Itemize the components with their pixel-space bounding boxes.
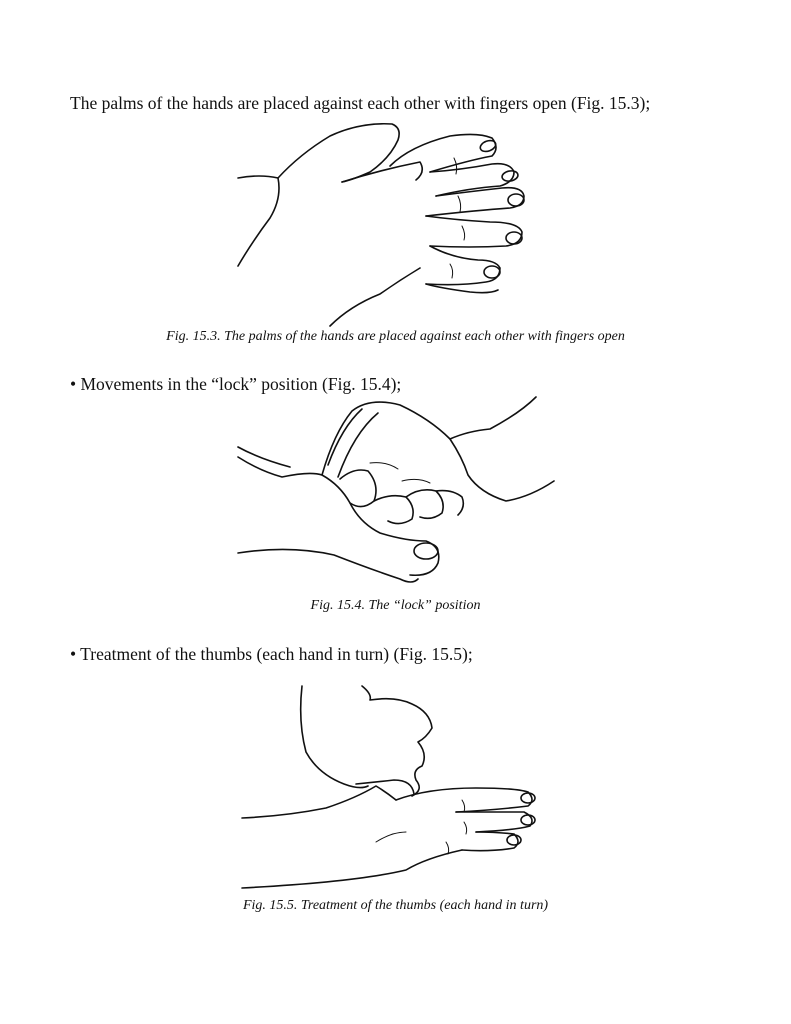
figure-15-4-illustration	[230, 393, 560, 593]
bullet-lock-position: • Movements in the “lock” position (Fig. 15.4);	[70, 374, 402, 394]
figure-15-5-illustration	[236, 682, 546, 892]
figure-15-5-caption: Fig. 15.5. Treatment of the thumbs (each hand in turn)	[242, 898, 549, 913]
figure-15-4-caption: Fig. 15.4. The “lock” position	[310, 598, 481, 613]
bullet-thumb-treatment: • Treatment of the thumbs (each hand in turn) (Fig. 15.5);	[70, 644, 473, 664]
paragraph-palms-together: The palms of the hands are placed against each other with fingers open (Fig. 15.3);	[70, 93, 651, 113]
figure-15-3-caption: Fig. 15.3. The palms of the hands are placed against each other with fingers open	[166, 329, 625, 344]
figure-15-3-illustration	[230, 118, 540, 330]
